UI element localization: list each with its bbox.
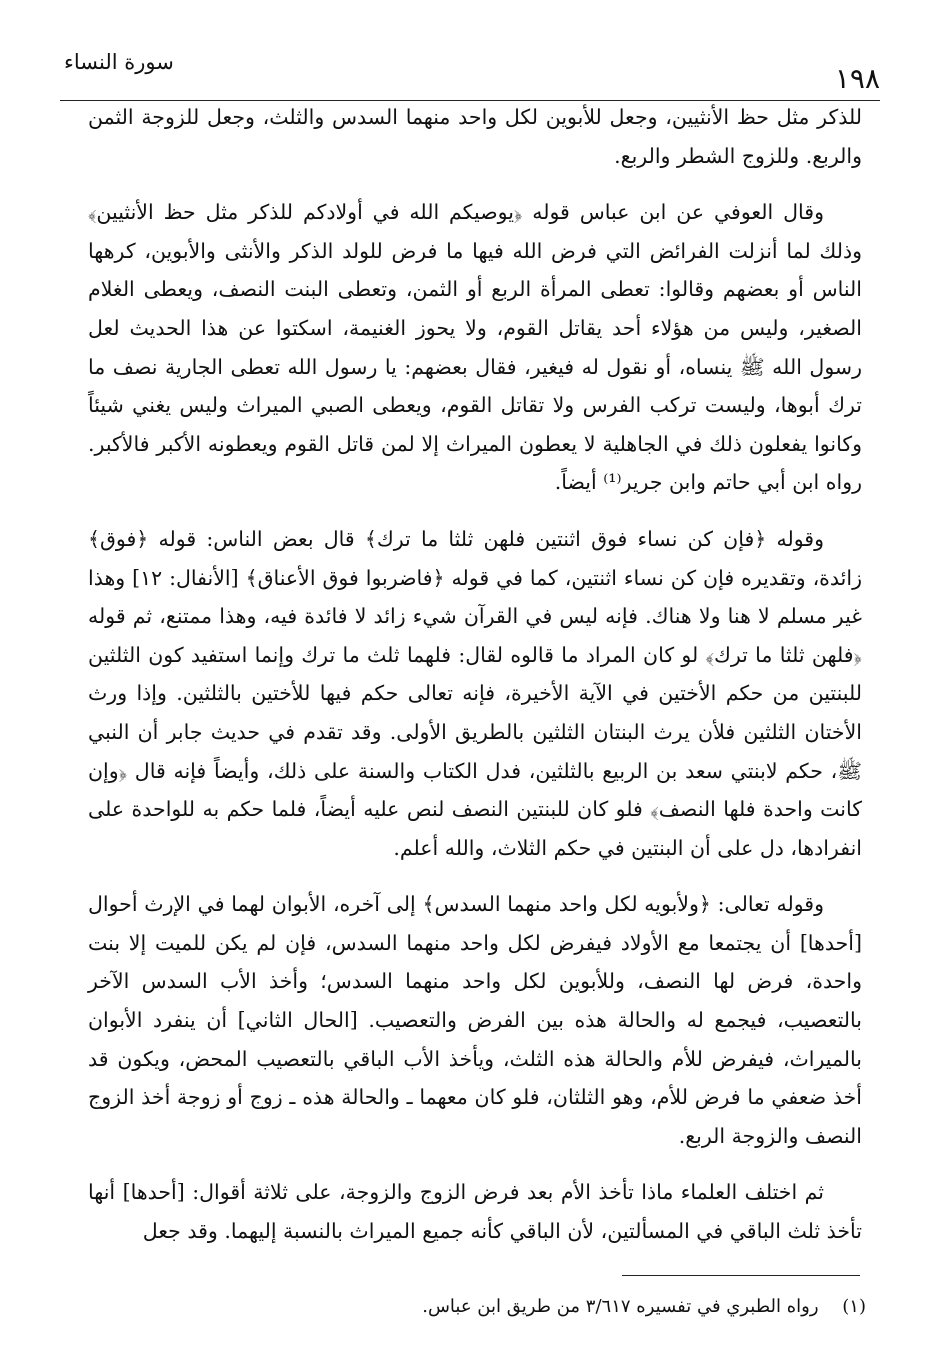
main-text (88, 98, 862, 1269)
paragraph: وقوله ﴿فإن كن نساء فوق اثنتين فلهن ثلثا ما ترك﴾ قال بعض الناس: قوله ﴿فوق﴾ زائدة، وتقديره فإن كن نساء اثنتين، كما في قوله ﴿فاضربوا فوق الأعناق﴾ [الأنفال: ١٢] وهذا غير مسلم لا هنا ولا هناك. فإنه ليس في القرآن شيء زائد لا فائدة فيه، وهذا ممتنع، ثم قوله ﴿فلهن ثلثا ما ترك﴾ لو كان المراد ما قالوه لقال: فلهما ثلث ما ترك وإنما استفيد كون الثلثين للبنتين من حكم الأختين في الآية الأخيرة، فإنه تعالى حكم فيها للأختين بالثلثين. وإذا ورث الأختان الثلثين فلأن يرث البنتان الثلثين بالطريق الأولى. وقد تقدم في حديث جابر أن النبي ﷺ، حكم لابنتي سعد بن الربيع بالثلثين، فدل الكتاب والسنة على ذلك، وأيضاً فإنه قال ﴿وإن كانت واحدة فلها النصف﴾ فلو كان للبنتين النصف لنص عليه أيضاً، فلما حكم به للواحدة على انفرادها، دل على أن البنتين في حكم الثلاث، والله أعلم. (88, 526, 862, 860)
page-header (60, 40, 880, 101)
page-number: ١٩٨ (834, 62, 880, 95)
footnote (100, 1292, 866, 1322)
paragraph: وقوله تعالى: ﴿ولأبويه لكل واحد منهما السدس﴾ إلى آخره، الأبوان لهما في الإرث أحوال [أحدها] أن يجتمعا مع الأولاد فيفرض لكل واحد منهما السدس، فإن لم يكن للميت إلا بنت واحدة، فرض لها النصف، وللأبوين لكل واحد منهما السدس؛ وأخذ الأب السدس الآخر بالتعصيب، فيجمع له والحالة هذه بين الفرض والتعصيب. [الحال الثاني] أن ينفرد الأبوان بالميراث، فيفرض للأم والحالة هذه الثلث، ويأخذ الأب الباقي بالتعصيب المحض، ويكون قد أخذ ضعفي ما فرض للأم، وهو الثلثان، فلو كان معهما ـ والحالة هذه ـ زوج أو زوجة أخذ الزوج النصف والزوجة الربع. (88, 892, 862, 1148)
paragraph: للذكر مثل حظ الأنثيين، وجعل للأبوين لكل واحد منهما السدس والثلث، وجعل للزوجة الثمن والربع. وللزوج الشطر والربع. (88, 105, 862, 168)
running-title: سورة النساء (64, 50, 174, 74)
paragraph: ثم اختلف العلماء ماذا تأخذ الأم بعد فرض الزوج والزوجة، على ثلاثة أقوال: [أحدها] أنها تأخذ ثلث الباقي في المسألتين، لأن الباقي كأنه جميع الميراث بالنسبة إليهما. وقد جعل (88, 1180, 862, 1244)
footnote-text: رواه الطبري في تفسيره ٣/٦١٧ من طريق ابن عباس. (422, 1296, 819, 1317)
footnote-divider (622, 1275, 860, 1276)
footnote-number: (١) (842, 1296, 866, 1317)
paragraph: وقال العوفي عن ابن عباس قوله ﴿يوصيكم الله في أولادكم للذكر مثل حظ الأنثيين﴾ وذلك لما أنزلت الفرائض التي فرض الله فيها ما فرض للولد الذكر والأنثى والأبوين، كرهها الناس أو بعضهم وقالوا: تعطى المرأة الربع أو الثمن، وتعطى البنت النصف، ويعطى الغلام الصغير، وليس من هؤلاء أحد يقاتل القوم، ولا يحوز الغنيمة، اسكتوا عن هذا الحديث لعل رسول الله ﷺ ينساه، أو نقول له فيغير، فقال بعضهم: يا رسول الله تعطى الجارية نصف ما ترك أبوها، وليست تركب الفرس ولا تقاتل القوم، ويعطى الصبي الميراث وليس يغني شيئاً وكانوا يفعلون ذلك في الجاهلية لا يعطون الميراث إلا لمن قاتل القوم ويعطونه الأكبر فالأكبر. رواه ابن أبي حاتم وابن جرير⁽¹⁾ أيضاً. (88, 200, 862, 495)
